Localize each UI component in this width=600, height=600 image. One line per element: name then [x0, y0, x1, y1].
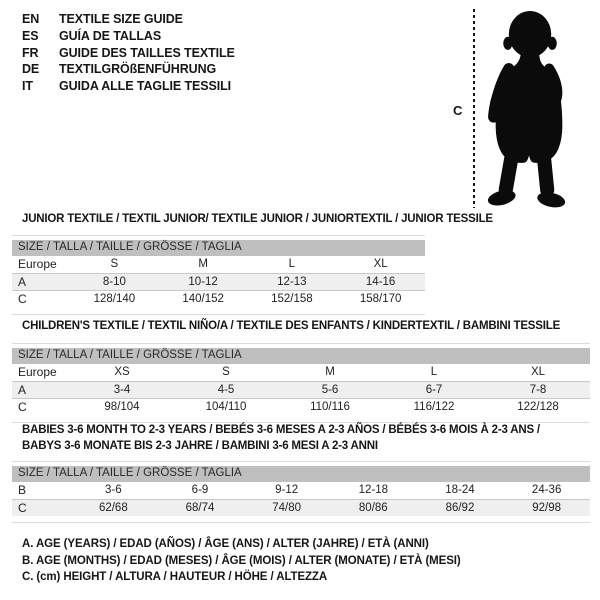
cell: 128/140: [93, 293, 136, 305]
section-title-junior: [22, 212, 493, 228]
cell: S: [222, 366, 230, 378]
table-row: [12, 381, 590, 399]
baby-silhouette-icon: [482, 10, 574, 212]
cell: XS: [114, 366, 130, 378]
height-measure-label: C: [453, 103, 463, 118]
table-row: [12, 399, 590, 416]
cell: 6-7: [382, 381, 486, 399]
cell: 8-10: [70, 273, 159, 291]
language-title-list: [22, 12, 235, 96]
cell: 14-16: [336, 273, 425, 291]
size-table-header: SIZE / TALLA / TAILLE / GRÖSSE / TAGLIA: [12, 466, 590, 482]
table-row: [12, 291, 425, 308]
cell: 3-6: [105, 484, 122, 496]
list-item: [22, 29, 235, 46]
cell: 122/128: [517, 401, 559, 413]
cell: M: [325, 366, 335, 378]
table-row: [12, 256, 425, 273]
cell: M: [198, 258, 208, 270]
cell: XL: [373, 258, 388, 270]
row-label: A: [12, 273, 70, 291]
footnote-age-months: B. AGE (MONTHS) / EDAD (MESES) / ÂGE (MOIS) / ALTER (MONATE) / ETÀ (MESI): [22, 554, 461, 567]
cell: 12-13: [248, 273, 337, 291]
language-title: TEXTILGRÖßENFÜHRUNG: [59, 62, 217, 77]
cell: 116/122: [413, 401, 455, 413]
table-row: [12, 364, 590, 381]
cell: 110/116: [310, 401, 350, 413]
cell: 80/86: [330, 499, 417, 516]
table-header-row: [12, 240, 425, 256]
cell: L: [288, 258, 296, 270]
cell: 10-12: [159, 273, 248, 291]
table-row: [12, 499, 590, 516]
list-item: [22, 12, 235, 29]
cell: 86/92: [417, 499, 504, 516]
cell: 18-24: [445, 484, 475, 496]
language-title: GUIDA ALLE TAGLIE TESSILI: [59, 79, 232, 94]
children-size-table: [12, 343, 590, 423]
cell: L: [430, 366, 438, 378]
language-code: FR: [22, 45, 39, 60]
baby-height-figure: [440, 6, 596, 218]
cell: 92/98: [503, 499, 590, 516]
row-label: C: [12, 499, 70, 516]
cell: 62/68: [70, 499, 157, 516]
language-code: EN: [22, 12, 40, 26]
cell: 68/74: [157, 499, 244, 516]
footnote-age-years: A. AGE (YEARS) / EDAD (AÑOS) / ÂGE (ANS) / ALTER (JAHRE) / ETÀ (ANNI): [22, 538, 429, 550]
section-title-line: CHILDREN'S TEXTILE / TEXTIL NIÑO/A / TEXTILE DES ENFANTS / KINDERTEXTIL / BAMBINI TESSILE: [22, 320, 561, 332]
size-table-header: SIZE / TALLA / TAILLE / GRÖSSE / TAGLIA: [12, 348, 590, 364]
cell: 104/110: [205, 401, 247, 413]
table-header-row: [12, 348, 590, 364]
language-code: DE: [22, 62, 40, 77]
footnote-legend: [22, 536, 461, 586]
cell: 158/170: [359, 293, 402, 305]
cell: 98/104: [104, 401, 140, 413]
height-dashed-line: [473, 9, 475, 208]
section-title-children: [22, 319, 560, 335]
cell: 74/80: [243, 499, 330, 516]
cell: S: [110, 258, 119, 270]
row-label: C: [18, 292, 27, 306]
cell: XL: [530, 366, 546, 378]
language-code: IT: [22, 79, 33, 94]
cell: 5-6: [278, 381, 382, 399]
row-label: Europe: [18, 257, 57, 271]
table-row: [12, 482, 590, 499]
cell: 3-4: [70, 381, 174, 399]
list-item: [22, 46, 235, 63]
cell: 4-5: [174, 381, 278, 399]
size-table-header: SIZE / TALLA / TAILLE / GRÖSSE / TAGLIA: [12, 240, 425, 256]
list-item: [22, 62, 235, 79]
language-title: GUÍA DE TALLAS: [59, 28, 162, 43]
row-label: B: [18, 483, 27, 497]
language-title: TEXTILE SIZE GUIDE: [59, 12, 183, 26]
cell: 7-8: [486, 381, 590, 399]
cell: 140/152: [182, 293, 224, 305]
cell: 9-12: [275, 484, 299, 496]
row-label: A: [12, 381, 70, 399]
section-title-line: JUNIOR TEXTILE / TEXTIL JUNIOR/ TEXTILE JUNIOR / JUNIORTEXTIL / JUNIOR TESSILE: [22, 213, 493, 225]
junior-size-table: [12, 235, 425, 315]
language-code: ES: [22, 28, 39, 43]
babies-size-table: [12, 461, 590, 523]
section-title-line: BABIES 3-6 MONTH TO 2-3 YEARS / BEBÉS 3-6 MESES A 2-3 AÑOS / BÉBÉS 3-6 MOIS À 2-3 ANS /: [22, 424, 540, 436]
cell: 24-36: [531, 484, 562, 496]
table-row: [12, 273, 425, 291]
cell: 12-18: [358, 484, 388, 496]
row-label: Europe: [18, 365, 57, 379]
section-title-babies: [22, 423, 540, 454]
table-header-row: [12, 466, 590, 482]
cell: 152/158: [271, 293, 313, 305]
cell: 6-9: [191, 484, 209, 496]
footnote-height-cm: C. (cm) HEIGHT / ALTURA / HAUTEUR / HÖHE / ALTEZZA: [22, 571, 328, 583]
language-title: GUIDE DES TAILLES TEXTILE: [59, 45, 235, 60]
row-label: C: [18, 400, 27, 414]
list-item: [22, 79, 235, 96]
section-title-line: BABYS 3-6 MONATE BIS 2-3 JAHRE / BAMBINI 3-6 MESI A 2-3 ANNI: [22, 439, 378, 452]
